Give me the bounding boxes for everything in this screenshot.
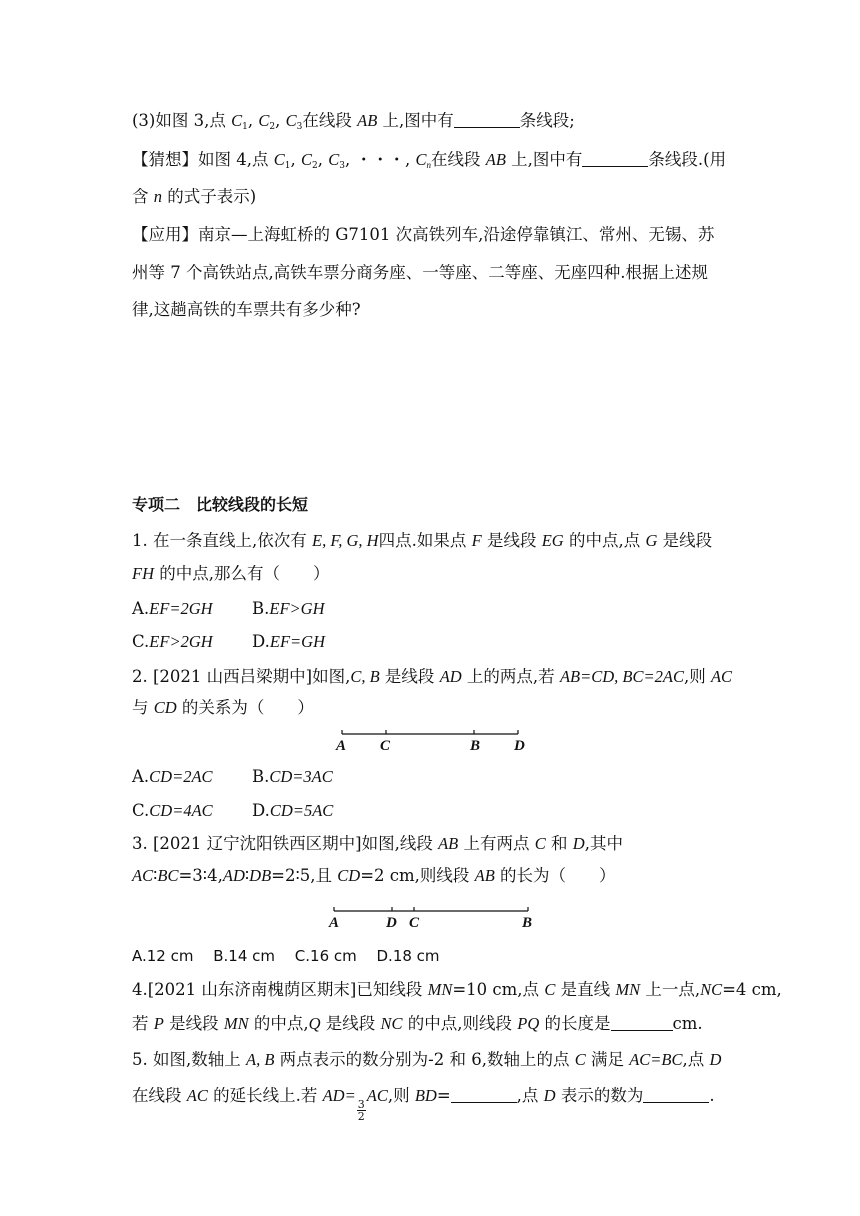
p2-option-d[interactable] — [252, 800, 333, 822]
p1-text: 的中点,那么有（ ） — [154, 564, 330, 583]
subscript: 3 — [296, 122, 303, 132]
p5-line-1 — [132, 1049, 721, 1071]
segment-ad: AD — [439, 667, 462, 686]
point-c3: C — [285, 111, 297, 130]
p4-text: 若 — [132, 1014, 154, 1033]
fraction-denominator: 2 — [357, 1110, 365, 1123]
variable-n: n — [153, 187, 162, 206]
point-c3: C — [328, 150, 340, 169]
guess-text: 上,图中有 — [505, 150, 583, 169]
segment-mn: MN — [427, 980, 453, 999]
p5-text: ,点 — [682, 1050, 710, 1069]
p4-text: =4 cm, — [722, 980, 782, 999]
p3-text: ,其中 — [584, 834, 623, 853]
p4-line-2 — [132, 1013, 703, 1035]
p5-line-2 — [132, 1085, 715, 1122]
option-letter: C. — [132, 801, 150, 820]
q3-text: 在线段 — [302, 111, 358, 130]
p5-text: 的延长线上.若 — [207, 1086, 323, 1105]
p5-text: 5. 如图,数轴上 — [132, 1050, 246, 1069]
segment-ab: AB — [357, 111, 378, 130]
p2-line-2 — [132, 697, 314, 719]
line-mn: MN — [615, 980, 641, 999]
segment-pq: PQ — [517, 1014, 540, 1033]
p4-line-1 — [132, 979, 782, 1001]
segment-eg: EG — [541, 531, 564, 550]
comma: , — [290, 150, 301, 169]
q3-text: 条线段; — [519, 111, 575, 130]
segment-ac: AC — [366, 1086, 388, 1105]
p4-text: cm. — [672, 1014, 703, 1033]
q3-line — [132, 110, 575, 138]
q3-text: 上,图中有 — [377, 111, 454, 130]
option-letter: A. — [132, 767, 150, 786]
p1-option-d[interactable] — [252, 631, 325, 653]
point-cn: C — [415, 150, 427, 169]
condition: AB=CD, BC=2AC — [559, 667, 684, 686]
p1-text: 是线段 — [657, 531, 713, 550]
segment-ac: AC — [132, 866, 154, 885]
option-letter: B. — [252, 599, 270, 618]
point-c1: C — [231, 111, 243, 130]
guess-line-1 — [132, 149, 726, 177]
p4-text: 4.[2021 山东济南槐荫区期末]已知线段 — [132, 980, 428, 999]
point-q: Q — [308, 1014, 321, 1033]
p5-text: . — [709, 1086, 715, 1105]
p1-text: 是线段 — [481, 531, 542, 550]
p2-text: 与 — [132, 698, 154, 717]
p5-text: 满足 — [585, 1050, 630, 1069]
p4-text: 是线段 — [320, 1014, 381, 1033]
apply-line-3: 律,这趟高铁的车票共有多少种? — [132, 300, 361, 319]
comma: , — [275, 111, 286, 130]
p3-text: 3. [2021 辽宁沈阳铁西区期中]如图,线段 — [132, 834, 439, 853]
p1-option-b[interactable] — [252, 598, 325, 620]
p2-option-a[interactable] — [132, 766, 213, 788]
p4-text: 的中点, — [248, 1014, 309, 1033]
segment-cd: CD — [337, 866, 361, 885]
fraction — [357, 1099, 366, 1122]
subscript: n — [426, 160, 431, 170]
p5-text: 两点表示的数分别为-2 和 6,数轴上的点 — [274, 1050, 575, 1069]
option-letter: D. — [252, 801, 270, 820]
p3-text: 上有两点 — [458, 834, 535, 853]
p2-text: 2. [2021 山西吕梁期中]如图, — [132, 667, 351, 686]
option-text: CD=2AC — [149, 767, 213, 786]
answer-blank[interactable] — [454, 111, 520, 128]
section-title: 专项二 比较线段的长短 — [132, 495, 309, 514]
guess-text: 的式子表示) — [162, 187, 257, 206]
p5-text: = — [436, 1086, 451, 1105]
p2-text: ,则 — [683, 667, 711, 686]
option-text: EF=GH — [269, 632, 326, 651]
segment-bd: BD — [414, 1086, 437, 1105]
p1-text: 四点.如果点 — [378, 531, 472, 550]
points-efgh: E, F, G, H — [311, 531, 379, 550]
p3-line-2 — [132, 865, 616, 887]
point-c2: C — [258, 111, 270, 130]
label-b: B — [522, 915, 533, 931]
label-d: D — [514, 738, 525, 754]
comma: , — [247, 111, 259, 130]
point-c: C — [534, 834, 546, 853]
segment-cd: CD — [153, 698, 177, 717]
answer-blank[interactable] — [582, 150, 648, 167]
comma: , — [317, 150, 329, 169]
p4-text: 是直线 — [555, 980, 616, 999]
option-letter: A. — [132, 599, 150, 618]
option-letter: D. — [252, 632, 270, 651]
points-ab: A, B — [245, 1050, 275, 1069]
option-text: CD=3AC — [269, 767, 333, 786]
p3-text: =2 cm,则线段 — [360, 866, 475, 885]
p4-text: 是线段 — [163, 1014, 224, 1033]
segment-fh: FH — [132, 564, 154, 583]
point-d: D — [543, 1086, 556, 1105]
subscript: 1 — [284, 161, 291, 171]
subscript: 3 — [339, 161, 345, 171]
p2-text: 的关系为（ ） — [176, 698, 314, 717]
q3-text: (3)如图 3,点 — [132, 111, 232, 130]
p1-line-2 — [132, 563, 330, 585]
p1-line-1 — [132, 530, 712, 552]
p5-text: ,则 — [387, 1086, 415, 1105]
segment-ad: AD= — [322, 1086, 356, 1105]
p5-text: 在线段 — [132, 1086, 187, 1105]
point-g: G — [645, 531, 658, 550]
label-c: C — [380, 738, 391, 754]
point-f: F — [471, 531, 482, 550]
point-c: C — [574, 1050, 586, 1069]
label-d: D — [386, 915, 397, 931]
segment-ab: AB — [474, 866, 495, 885]
subscript: 2 — [269, 122, 276, 132]
p2-segment-figure — [330, 726, 530, 754]
p3-text: =3∶4, — [178, 866, 223, 885]
segment-mn: MN — [223, 1014, 249, 1033]
segment-ab: AB — [485, 150, 506, 169]
apply-line-2: 州等 7 个高铁站点,高铁车票分商务座、一等座、二等座、无座四种.根据上述规 — [132, 263, 708, 282]
point-c1: C — [273, 150, 285, 169]
p2-line-1 — [132, 666, 732, 688]
segment-ac: AC — [710, 667, 733, 686]
p4-text: =10 cm,点 — [452, 980, 545, 999]
fraction-numerator: 3 — [357, 1098, 365, 1111]
option-letter: C. — [132, 632, 150, 651]
point-p: P — [153, 1014, 164, 1033]
point-d: D — [572, 834, 585, 853]
p2-option-c[interactable] — [132, 800, 213, 822]
ellipsis: , ・・・, — [344, 150, 416, 169]
segment-db: DB — [249, 866, 272, 885]
p1-option-c[interactable] — [132, 631, 213, 653]
p5-text: 表示的数为 — [555, 1086, 644, 1105]
apply-line-1: 【应用】南京—上海虹桥的 G7101 次高铁列车,沿途停靠镇江、常州、无锡、苏 — [132, 225, 715, 244]
subscript: 2 — [312, 161, 318, 171]
point-d: D — [709, 1050, 722, 1069]
p4-text: 的中点,则线段 — [402, 1014, 518, 1033]
label-a: A — [329, 915, 340, 931]
segment-nc: NC — [700, 980, 723, 999]
p3-options[interactable]: A.12 cm B.14 cm C.16 cm D.18 cm — [132, 947, 440, 965]
segment-nc: NC — [380, 1014, 403, 1033]
guess-text: 含 — [132, 187, 154, 206]
p2-text: 是线段 — [379, 667, 440, 686]
segment-bc: BC — [157, 866, 179, 885]
ratio-colon: ∶ — [244, 866, 250, 885]
p2-text: 上的两点,若 — [461, 667, 560, 686]
point-c: C — [544, 980, 556, 999]
p1-text: 的中点,点 — [563, 531, 646, 550]
guess-line-2 — [132, 186, 256, 208]
segment-ab: AB — [438, 834, 459, 853]
p3-line-1 — [132, 833, 623, 855]
label-b: B — [470, 738, 481, 754]
p3-text: 和 — [545, 834, 573, 853]
p3-segment-figure — [322, 903, 537, 931]
guess-text: 【猜想】如图 4,点 — [132, 150, 274, 169]
condition: AC=BC — [629, 1050, 683, 1069]
segment-ac: AC — [186, 1086, 208, 1105]
point-c2: C — [300, 150, 312, 169]
points-cb: C, B — [350, 667, 380, 686]
label-c: C — [409, 915, 420, 931]
subscript: 1 — [242, 122, 248, 132]
option-text: EF>2GH — [149, 632, 213, 651]
answer-blank-d[interactable] — [643, 1086, 709, 1103]
option-text: EF=2GH — [149, 599, 213, 618]
p2-option-b[interactable] — [252, 766, 333, 788]
ratio-colon: ∶ — [153, 866, 158, 885]
p5-text: ,点 — [516, 1086, 544, 1105]
p1-option-a[interactable] — [132, 598, 213, 620]
p4-text: 上一点, — [640, 980, 701, 999]
option-text: CD=5AC — [269, 801, 334, 820]
guess-text: 条线段.(用 — [648, 150, 727, 169]
answer-blank[interactable] — [611, 1014, 673, 1031]
segment-ad: AD — [222, 866, 245, 885]
guess-text: 在线段 — [430, 150, 486, 169]
p3-text: =2∶5,且 — [271, 866, 338, 885]
p4-text: 的长度是 — [539, 1014, 611, 1033]
label-a: A — [336, 738, 347, 754]
p1-text: 1. 在一条直线上,依次有 — [132, 531, 312, 550]
option-text: EF>GH — [269, 599, 325, 618]
answer-blank-bd[interactable] — [451, 1086, 517, 1103]
option-letter: B. — [252, 767, 270, 786]
p3-text: 的长为（ ） — [494, 866, 616, 885]
option-text: CD=4AC — [149, 801, 213, 820]
